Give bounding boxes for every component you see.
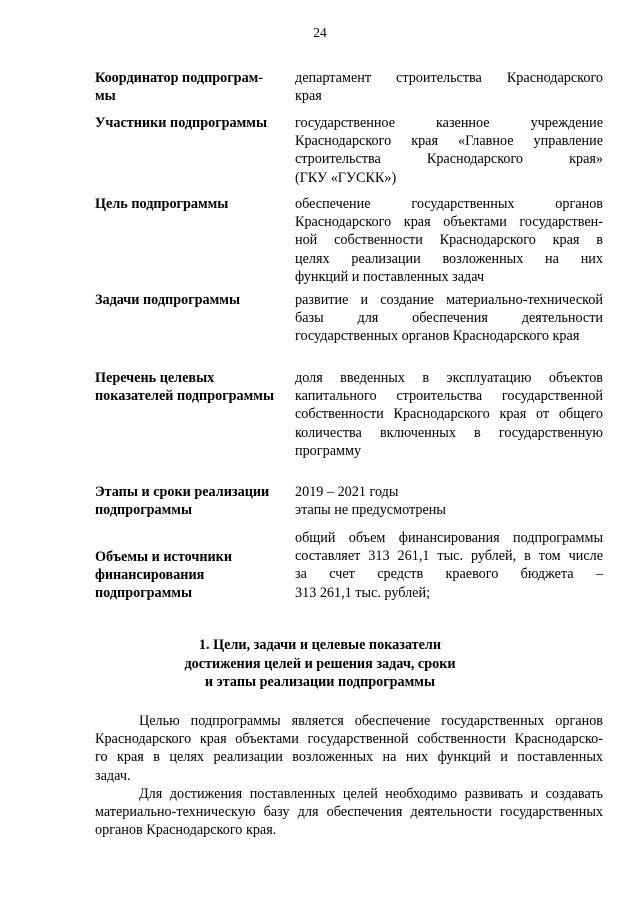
value-line: Краснодарского края «Главное управление xyxy=(295,133,603,150)
funding-label xyxy=(95,548,290,603)
participants-label xyxy=(95,114,290,132)
value-line: за счет средств краевого бюджета – xyxy=(295,566,603,583)
value-line: собственности Краснодарского края от общего xyxy=(295,406,603,423)
value-line: доля введенных в эксплуатацию объектов xyxy=(295,370,603,386)
value-line: ной собственности Краснодарского края в xyxy=(295,232,603,249)
value-line: этапы не предусмотрены xyxy=(295,502,446,519)
page-number: 24 xyxy=(313,25,327,40)
paragraph-line: задач. xyxy=(95,767,131,784)
heading-line: 1. Цели, задачи и целевые показатели xyxy=(198,637,442,653)
stages-value xyxy=(295,483,603,519)
label-line: Перечень целевых xyxy=(95,370,215,386)
indicators-label xyxy=(95,369,290,405)
paragraph-line: Для достижения поставленных целей необходимо развивать и создавать xyxy=(139,786,603,802)
value-line: общий объем финансирования подпрограммы xyxy=(295,530,603,546)
label-line: Объемы и источники xyxy=(95,549,233,565)
value-line: составляет 313 261,1 тыс. рублей, в том числе xyxy=(295,548,603,565)
value-line: государственное казенное учреждение xyxy=(295,115,603,131)
value-line: развитие и создание материально-технической xyxy=(295,292,603,308)
label-line: Задачи подпрограммы xyxy=(95,292,241,308)
label-line: Этапы и сроки реализации xyxy=(95,484,270,500)
value-line: строительства Краснодарского края» xyxy=(295,151,603,168)
label-line: подпрограммы xyxy=(95,585,193,602)
stages-label xyxy=(95,483,290,519)
value-line: Краснодарского края объектами государствен- xyxy=(295,214,603,231)
heading-line: и этапы реализации подпрограммы xyxy=(204,674,436,691)
label-line: мы xyxy=(95,88,116,105)
value-line: обеспечение государственных органов xyxy=(295,196,603,212)
paragraph-line: материально-техническую базу для обеспечения деятельности государственных xyxy=(95,804,603,821)
heading-line: достижения целей и решения задач, сроки xyxy=(184,655,456,672)
tasks-label xyxy=(95,291,290,309)
value-line: 2019 – 2021 годы xyxy=(295,484,399,500)
label-line: финансирования xyxy=(95,567,205,584)
value-line: базы для обеспечения деятельности xyxy=(295,310,603,327)
paragraph-line: го края в целях реализации возложенных на них функций и поставленных xyxy=(95,749,603,766)
tasks-value xyxy=(295,291,603,346)
paragraph-line: органов Краснодарского края. xyxy=(95,822,277,839)
label-line: подпрограммы xyxy=(95,502,193,519)
label-line: Участники подпрограммы xyxy=(95,115,268,131)
label-line: Координатор подпрограм- xyxy=(95,70,264,86)
indicators-value xyxy=(295,369,603,460)
participants-value xyxy=(295,114,603,187)
value-line: целях реализации возложенных на них xyxy=(295,250,603,267)
value-line: 313 261,1 тыс. рублей; xyxy=(295,584,431,601)
paragraph-means xyxy=(95,785,603,840)
section-heading xyxy=(0,636,640,692)
paragraph-goal xyxy=(95,712,603,785)
coordinator-value xyxy=(295,69,603,105)
funding-value xyxy=(295,529,603,602)
value-line: (ГКУ «ГУСКК») xyxy=(295,169,397,186)
value-line: функций и поставленных задач xyxy=(295,268,485,285)
value-line: государственных органов Краснодарского края xyxy=(295,328,580,345)
paragraph-line: Целью подпрограммы является обеспечение государственных органов xyxy=(139,713,603,729)
value-line: капитального строительства государственной xyxy=(295,388,603,405)
label-line: Цель подпрограммы xyxy=(95,196,229,212)
value-line: количества включенных в государственную xyxy=(295,424,603,441)
coordinator-label xyxy=(95,69,290,105)
value-line: департамент строительства Краснодарского xyxy=(295,70,603,86)
value-line: края xyxy=(295,88,322,105)
goal-value xyxy=(295,195,603,286)
goal-label xyxy=(95,195,290,213)
label-line: показателей подпрограммы xyxy=(95,388,275,405)
paragraph-line: Краснодарского края объектами государственной собственности Краснодарско- xyxy=(95,731,603,748)
value-line: программу xyxy=(295,442,362,459)
